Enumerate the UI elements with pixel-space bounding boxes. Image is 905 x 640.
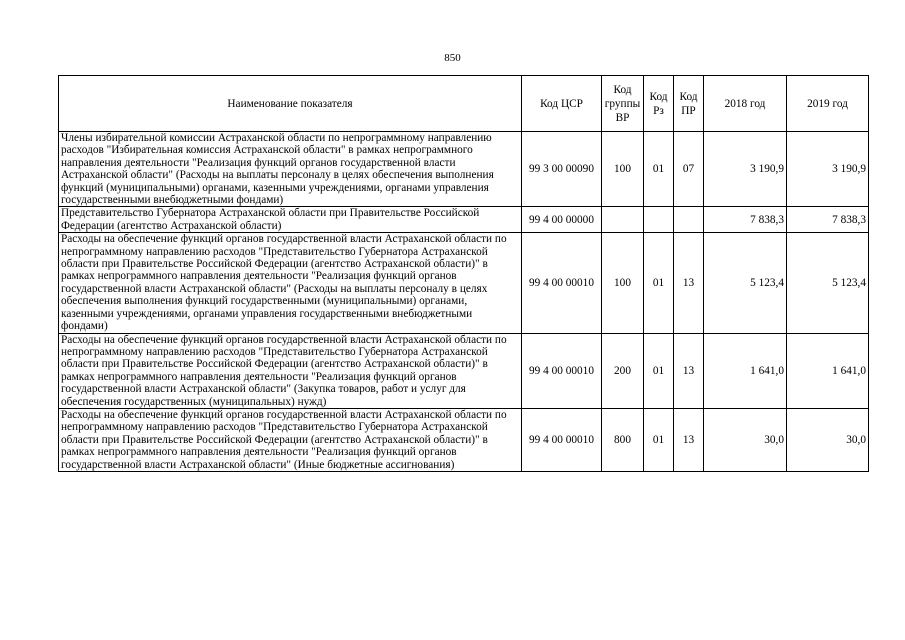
row-2018: 7 838,3 xyxy=(704,207,787,233)
row-csr: 99 4 00 00010 xyxy=(522,408,602,471)
table-row xyxy=(59,207,869,233)
row-rz xyxy=(644,207,674,233)
row-2018: 5 123,4 xyxy=(704,233,787,333)
table-row xyxy=(59,132,869,207)
row-name: Расходы на обеспечение функций органов государственной власти Астраханской области по непрограммному направлению расходов "Представительство Губернатора Астраханской области при Правительстве Российской Федерации (агентство Астраханской области)" в рамках непрограммного направления деятельности "Реализация функций органов государственной власти Астраханской области" (Иные бюджетные ассигнования) xyxy=(59,408,522,471)
table-row xyxy=(59,233,869,333)
row-name: Члены избирательной комиссии Астраханской области по непрограммному направлению расходов "Избирательная комиссия Астраханской области" в рамках непрограммного направления деятельности "Реализация функций органов государственной власти Астраханской области" (Расходы на выплаты персоналу в целях обеспечения выполнения функций (муниципальными) органами, казенными учреждениями, органами управления государственными внебюджетными фондами) xyxy=(59,132,522,207)
budget-table xyxy=(58,75,869,472)
row-name: Расходы на обеспечение функций органов государственной власти Астраханской области по непрограммному направлению расходов "Представительство Губернатора Астраханской области при Правительстве Российской Федерации (агентство Астраханской области)" в рамках непрограммного направления деятельности "Реализация функций органов государственной власти Астраханской области" (Расходы на выплаты персоналу в целях обеспечения выполнения функций государственными (муниципальными) органами, казенными учреждениями, органами управления государственными внебюджетными фондами) xyxy=(59,233,522,333)
row-2018: 1 641,0 xyxy=(704,333,787,408)
row-2019: 7 838,3 xyxy=(787,207,869,233)
column-header-csr: Код ЦСР xyxy=(522,76,602,132)
row-pr: 13 xyxy=(674,233,704,333)
row-pr: 13 xyxy=(674,333,704,408)
page-number: 850 xyxy=(444,52,461,64)
row-rz: 01 xyxy=(644,408,674,471)
column-header-2018: 2018 год xyxy=(704,76,787,132)
row-rz: 01 xyxy=(644,132,674,207)
row-2019: 30,0 xyxy=(787,408,869,471)
row-pr: 13 xyxy=(674,408,704,471)
row-vr: 100 xyxy=(602,233,644,333)
row-2018: 30,0 xyxy=(704,408,787,471)
row-2018: 3 190,9 xyxy=(704,132,787,207)
row-name: Представительство Губернатора Астраханской области при Правительстве Российской Федерации (агентство Астраханской области) xyxy=(59,207,522,233)
table-header-row xyxy=(59,76,869,132)
row-rz: 01 xyxy=(644,233,674,333)
table-row xyxy=(59,333,869,408)
row-rz: 01 xyxy=(644,333,674,408)
row-csr: 99 3 00 00090 xyxy=(522,132,602,207)
table-row xyxy=(59,408,869,471)
row-name: Расходы на обеспечение функций органов государственной власти Астраханской области по непрограммному направлению расходов "Представительство Губернатора Астраханской области при Правительстве Российской Федерации (агентство Астраханской области)" в рамках непрограммного направления деятельности "Реализация функций органов государственной власти Астраханской области" (Закупка товаров, работ и услуг для обеспечения государственных (муниципальных) нужд) xyxy=(59,333,522,408)
row-csr: 99 4 00 00000 xyxy=(522,207,602,233)
row-vr: 200 xyxy=(602,333,644,408)
row-pr: 07 xyxy=(674,132,704,207)
row-vr: 100 xyxy=(602,132,644,207)
row-vr: 800 xyxy=(602,408,644,471)
row-2019: 5 123,4 xyxy=(787,233,869,333)
column-header-vr: Код группы ВР xyxy=(602,76,644,132)
row-csr: 99 4 00 00010 xyxy=(522,333,602,408)
column-header-name: Наименование показателя xyxy=(59,76,522,132)
column-header-2019: 2019 год xyxy=(787,76,869,132)
column-header-rz: Код Рз xyxy=(644,76,674,132)
row-vr xyxy=(602,207,644,233)
row-2019: 1 641,0 xyxy=(787,333,869,408)
column-header-pr: Код ПР xyxy=(674,76,704,132)
row-csr: 99 4 00 00010 xyxy=(522,233,602,333)
row-pr xyxy=(674,207,704,233)
row-2019: 3 190,9 xyxy=(787,132,869,207)
